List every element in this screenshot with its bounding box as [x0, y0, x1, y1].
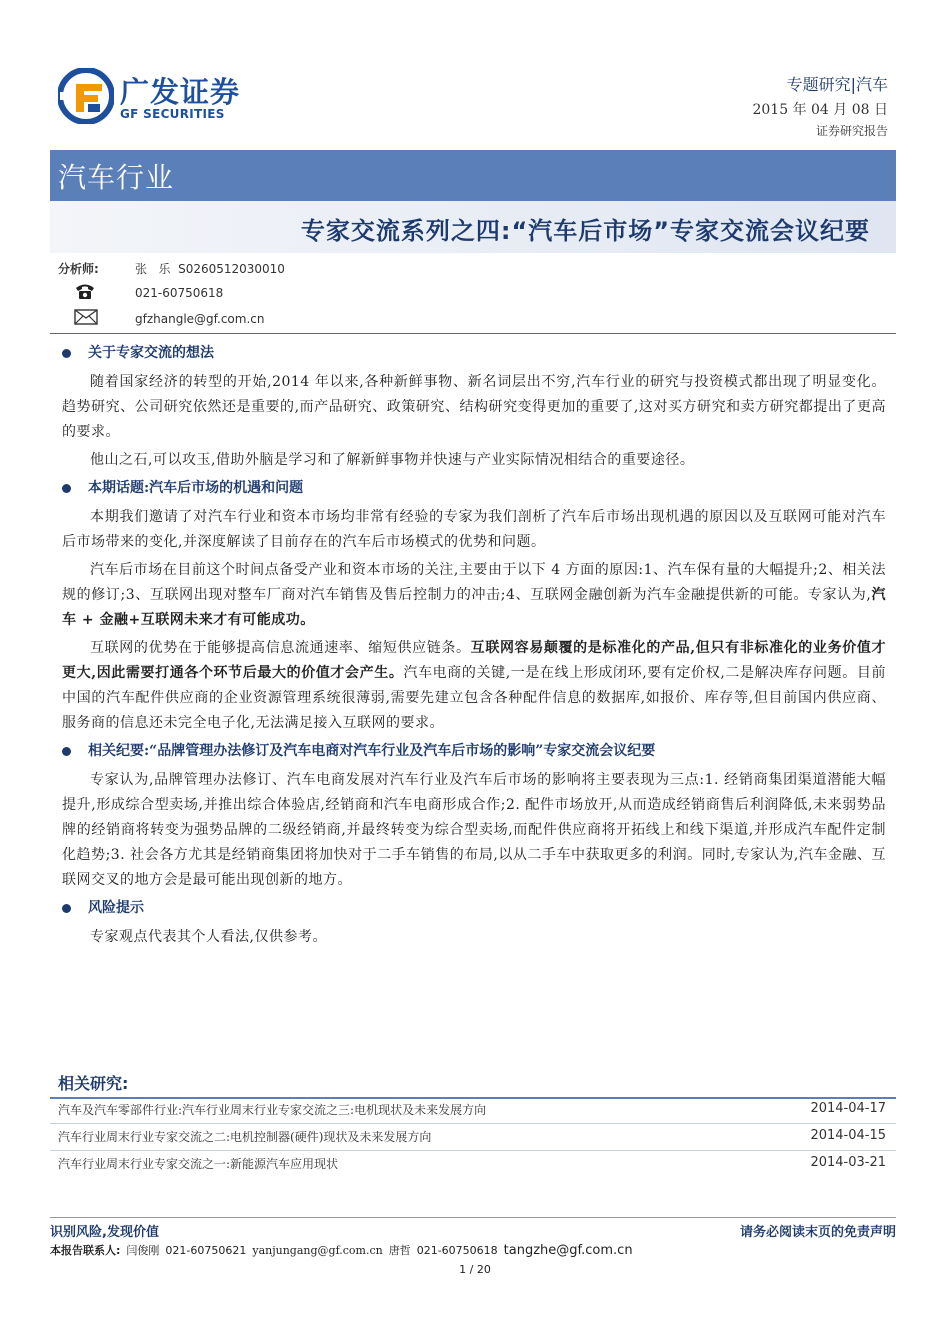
analyst-label: 分析师:	[58, 262, 99, 276]
contact2-phone: 021-60750618	[416, 1244, 498, 1257]
footer-divider	[50, 1217, 896, 1218]
paragraph: 本期我们邀请了对汽车行业和资本市场均非常有经验的专家为我们剖析了汽车后市场出现机遇的原因以及互联网可能对汽车后市场带来的变化,并深度解读了目前存在的汽车后市场模式的优势和问题。	[62, 509, 886, 550]
related-item-title[interactable]: 汽车及汽车零部件行业:汽车行业周末行业专家交流之三:电机现状及未来发展方向	[58, 1103, 487, 1117]
paragraph-text: 互联网的优势在于能够提高信息流通速率、缩短供应链条。	[90, 640, 471, 656]
paragraph: 专家观点代表其个人看法,仅供参考。	[90, 929, 327, 945]
paragraph: 他山之石,可以攻玉,借助外脑是学习和了解新鲜事物并快速与产业实际情况相结合的重要途径。	[90, 452, 695, 468]
report-kind: 证券研究报告	[815, 124, 888, 138]
paragraph	[62, 558, 886, 633]
contact2-email[interactable]: tangzhe@gf.com.cn	[503, 1243, 633, 1258]
footer-slogan: 识别风险,发现价值	[50, 1225, 159, 1240]
report-header-meta	[752, 72, 888, 139]
contact1-phone: 021-60750621	[165, 1244, 247, 1257]
section	[62, 477, 886, 736]
paragraph-after: 汽车电商的关键,一是在线上形成闭环,要有定价权,二是解决库存问题。目前中国的汽车配件供应商的企业资源管理系统很薄弱,需要先建立包含各种配件信息的数据库,如报价、库存等,但目前国内供应商、服务商的信息还未完全电子化,无法满足接入互联网的要求。	[62, 665, 886, 731]
section-heading: 风险提示	[62, 897, 886, 919]
paragraph: 专家认为,品牌管理办法修订、汽车电商发展对汽车行业及汽车后市场的影响将主要表现为三点:1. 经销商集团渠道潜能大幅提升,形成综合型卖场,并推出综合体验店,经销商和汽车电商形成合作;2. 配件市场放开,从而造成经销商售后利润降低,未来弱势品牌的经销商将转变为强势品牌的二级经销商,并最终转变为综合型卖场,而配件供应商将开拓线上和线下渠道,并形成汽车配件定制化趋势;3. 社会各方尤其是经销商集团将加快对于二手车销售的布局,以从二手车中获取更多的利润。同时,专家认为,汽车金融、互联网交叉的地方会是最可能出现创新的地方。	[62, 772, 886, 888]
related-research-title: 相关研究:	[50, 1071, 896, 1099]
contact-label: 本报告联系人:	[50, 1244, 121, 1257]
industry-name: 汽车行业	[58, 161, 175, 194]
contact2-name: 唐哲	[388, 1244, 411, 1257]
section-heading: 本期话题:汽车后市场的机遇和问题	[62, 477, 886, 499]
report-type: 专题研究|汽车	[786, 75, 888, 94]
title-banner	[50, 201, 896, 253]
industry-banner	[50, 150, 896, 201]
section	[62, 342, 886, 473]
section-heading: 相关纪要:“品牌管理办法修订及汽车电商对汽车行业及汽车后市场的影响”专家交流会议纪要	[62, 740, 886, 762]
report-date: 2015 年 04 月 08 日	[752, 102, 888, 118]
contact1-email[interactable]: yanjungang@gf.com.cn	[252, 1244, 383, 1257]
analyst-phone: 021-60750618	[135, 286, 224, 300]
analyst-name-license: 张 乐 S0260512030010	[135, 262, 285, 276]
footer-contacts	[50, 1242, 639, 1258]
report-body	[62, 342, 886, 953]
gf-logo-mark-icon	[58, 68, 114, 124]
analyst-divider	[50, 333, 896, 334]
envelope-icon	[74, 308, 98, 326]
paragraph-bold: 汽车 + 金融+互联网未来才有可能成功。	[62, 587, 886, 628]
contact1-name: 闫俊刚	[126, 1244, 160, 1257]
related-item[interactable]	[58, 1097, 886, 1123]
paragraph-text: 汽车后市场在目前这个时间点备受产业和资本市场的关注,主要由于以下 4 方面的原因:1、汽车保有量的大幅提升;2、相关法规的修订;3、互联网出现对整车厂商对汽车销售及售后控制力的冲击;4、互联网金融创新为汽车金融提供新的可能。专家认为,	[62, 562, 886, 603]
related-item-date: 2014-03-21	[810, 1155, 886, 1170]
paragraph-bold: 互联网容易颠覆的是标准化的产品,但只有非标准化的业务价值才更大,因此需要打通各个环节后最大的价值才会产生。	[62, 640, 886, 681]
brand-name-cn: 广发证券	[120, 75, 241, 109]
related-item-title[interactable]: 汽车行业周末行业专家交流之二:电机控制器(硬件)现状及未来发展方向	[58, 1130, 432, 1144]
report-title: 专家交流系列之四:“汽车后市场”专家交流会议纪要	[300, 217, 870, 245]
section	[62, 897, 886, 950]
related-item[interactable]	[58, 1151, 886, 1177]
section-heading: 关于专家交流的想法	[62, 342, 886, 364]
gf-logo	[58, 68, 258, 124]
brand-name-en: GF SECURITIES	[120, 107, 225, 121]
paragraph: 随着国家经济的转型的开始,2014 年以来,各种新鲜事物、新名词层出不穷,汽车行业的研究与投资模式都出现了明显变化。趋势研究、公司研究依然还是重要的,而产品研究、政策研究、结构研究变得更加的重要了,这对买方研究和卖方研究都提出了更高的要求。	[62, 374, 886, 440]
analyst-email[interactable]: gfzhangle@gf.com.cn	[135, 312, 265, 326]
footer-disclaimer[interactable]: 请务必阅读末页的免责声明	[739, 1225, 896, 1240]
related-item-title[interactable]: 汽车行业周末行业专家交流之一:新能源汽车应用现状	[58, 1157, 339, 1171]
section	[62, 740, 886, 893]
related-item-date: 2014-04-17	[810, 1101, 886, 1116]
related-item-date: 2014-04-15	[810, 1128, 886, 1143]
paragraph	[62, 636, 886, 736]
page-number: 1 / 20	[459, 1263, 491, 1276]
phone-icon	[74, 282, 96, 300]
related-item[interactable]	[58, 1124, 886, 1150]
